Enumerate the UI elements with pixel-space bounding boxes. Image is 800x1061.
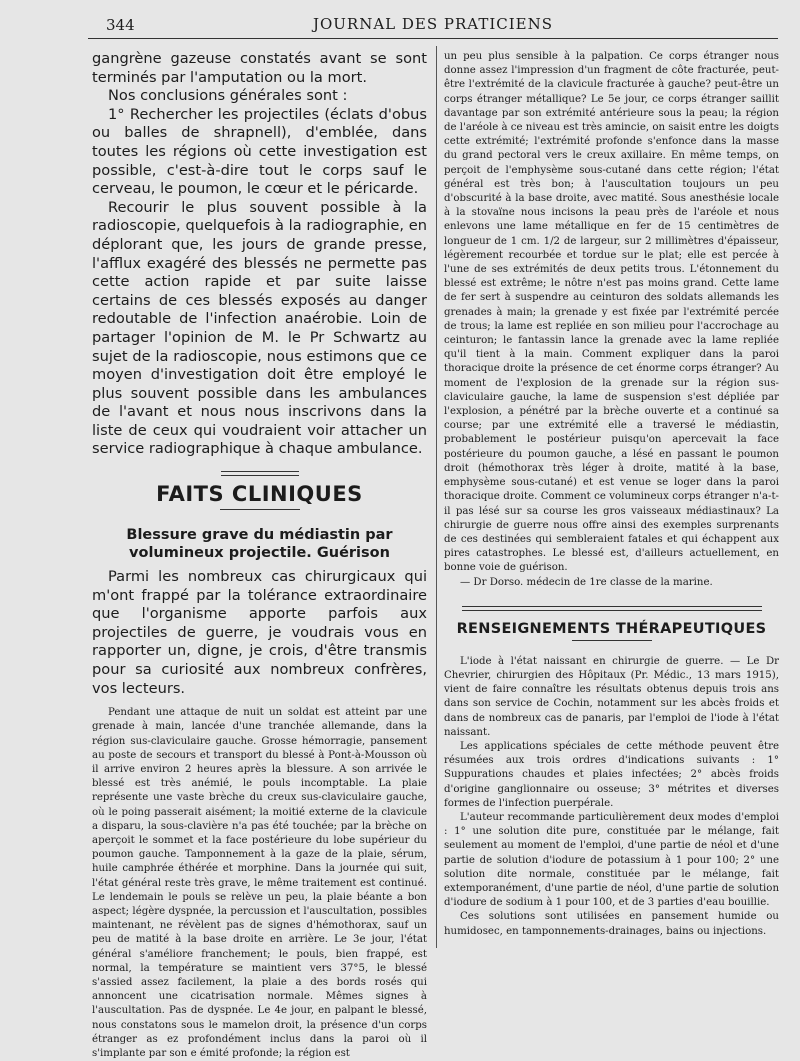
section-title-faits-cliniques	[92, 482, 427, 510]
right-column	[444, 50, 779, 939]
section-divider	[462, 606, 762, 611]
therapy-paragraph: Les applications spéciales de cette méthode peuvent être résumées aux trois ordres d'indications suivants : 1° Suppurations chaudes et plaies infectées; 2° abcès froids d'origine ganglionnaire ou osseuse; 3° métrites et diverses formes de l'infection puerpérale.	[444, 740, 779, 809]
page-number: 344	[106, 16, 135, 34]
case-continuation: un peu plus sensible à la palpation. Ce corps étranger nous donne assez l'impression d'un fragment de côte fracturée, peut-être l'extrémité de la clavicule fracturée à gauche? peut-être un corps étranger métallique? Le 5e jour, ce corps étranger saillit davantage par son extrémité antérieure sous la peau; la région de l'aréole à ce niveau est très amincie, on saisit entre les doigts cette extrémité; l'extrémité profonde s'enfonce dans la masse du grand pectoral vers le creux axillaire. En même temps, on perçoit de l'emphysème sous-cutané dans cette région; l'état général est très bon; à l'auscultation toujours un peu d'obscurité à la base droite, avec matité. Sous anesthésie locale à la stovaïne nous incisons la peau près de l'aréole et nous enlevons une lame métallique en fer de 15 centimètres de longueur de 1 cm. 1/2 de largeur, sur 2 millimètres d'épaisseur, légèrement recourbée et tordue sur le plat; elle est percée à l'une de ses extrémités de deux petits trous. L'étonnement du blessé est extrême; le nôtre n'est pas moins grand. Cette lame de fer sert à suspendre au ceinturon des soldats allemands les grenades à main; la grenade y est fixée par l'extrémité percée de trous; la lame est repliée en son milieu pour l'accrochage au ceinturon; le fantassin lance la grenade avec la lame repliée qu'il tient à la main. Comment expliquer dans la paroi thoracique droite la présence de cet énorme corps étranger? Au moment de l'explosion de la grenade sur la région sus-claviculaire gauche, la lame de suspension s'est dépliée par l'explosion, a pénétré par la brèche ouverte et a continué sa course; par une extrémité elle a traversé le médiastin, probablement le postérieur puisqu'on apercevait la face postérieure du poumon gauche, a lésé en passant le poumon droit (hémothorax très léger à droite, matité à la base, emphysème sous-cutané) et est venue se loger dans la paroi thoracique droite. Comment ce volumineux corps étranger n'a-t-il pas lésé sur sa course les gros vaisseaux médiastinaux? La chirurgie de guerre nous offre ainsi des exemples surprenants de ces destinées qui sembleraient fatales et qui échappent aux pires catastrophes. Le blessé est, d'ailleurs actuellement, en bonne voie de guérison.	[444, 51, 779, 574]
section-title-text: FAITS CLINIQUES	[156, 482, 363, 507]
intro-paragraph: Recourir le plus souvent possible à la radioscopie, quelquefois à la radiographie, en déplorant que, les jours de grande presse, l'afflux exagéré des blessés ne permette pas cette action rapide et par suite laisse certains de ces blessés exposés au danger redoutable de l'infection anaérobie. Loin de partager l'opinion de M. le Pr Schwartz au sujet de la radioscopie, nous estimons que ce moyen d'investigation doit être employé le plus souvent possible dans les ambulances de l'avant et nous nous inscrivons dans la liste de ceux qui voudraient voir attacher un service radiographique à chaque ambulance.	[92, 198, 427, 458]
left-column	[92, 50, 427, 1061]
title-underline	[220, 509, 300, 510]
case-paragraph: Pendant une attaque de nuit un soldat est atteint par une grenade à main, lancée d'une tranchée allemande, dans la région sus-claviculaire gauche. Grosse hémorragie, pansement au poste de secours et transport du blessé à Pont-à-Mousson où il arrive environ 2 heures après la blessure. A son arrivée le blessé est très anémié, le pouls incomptable. La plaie représente une vaste brèche du creux sus-claviculaire gauche, où le poing passerait aisément; la moitié externe de la clavicule a disparu, la sous-clavière n'a pas été touchée; par la brèche on aperçoit le sommet et la face postérieure du lobe supérieur du poumon gauche. Tamponnement à la gaze de la plaie, sérum, huile camphrée éthérée et morphine. Dans la journée qui suit, l'état général reste très grave, le même traitement est continué. Le lendemain le pouls se relève un peu, la plaie béante a bon aspect; légère dyspnée, la percussion et l'auscultation, possibles maintenant, ne révèlent pas de signes d'hémothorax, sauf un peu de matité à la base droite en arrière. Le 3e jour, l'état général s'améliore franchement; le pouls, bien frappé, est normal, la température se maintient vers 37°5, le blessé s'assied assez facilement, la plaie a des bords rosés qui annoncent une cicatrisation normale. Mêmes signes à l'auscultation. Pas de dyspnée. Le 4e jour, en palpant le blessé, nous constatons sous le mamelon droit, la présence d'un corps étranger as ez profondément inclus dans la paroi où il s'implante par son e émité profonde; la région est	[92, 707, 427, 1060]
lead-paragraph: Parmi les nombreux cas chirurgicaux qui m'ont frappé par la tolérance extraordinaire que l'organisme apporte parfois aux projectiles de guerre, je voudrais vous en rapporter un, digne, je crois, d'être transmis pour sa curiosité aux nombreux confrères, vos lecteurs.	[92, 568, 427, 697]
intro-paragraph: 1° Rechercher les projectiles (éclats d'obus ou balles de shrapnell), d'emblée, dans toutes les régions où cette investigation est possible, c'est-à-dire tout le corps sauf le cerveau, le poumon, le cœur et le péricarde.	[92, 105, 427, 198]
therapy-paragraph: L'auteur recommande particulièrement deux modes d'emploi : 1° une solution dite pure, constituée par le mélange, fait seulement au moment de l'emploi, d'une partie de néol et d'une partie de solution d'iodure de potassium à 1 pour 100; 2° une solution dite normale, constituée par le mélange, fait extemporanément, d'une partie de néol, d'une partie de solution d'iodure de sodium à 1 pour 100, et de 3 parties d'eau bouillie.	[444, 811, 779, 909]
spacer	[92, 698, 427, 706]
section-divider	[221, 471, 299, 476]
therapy-paragraph: Ces solutions sont utilisées en pansement humide ou humidosec, en tamponnements-drainages, bains ou injections.	[444, 911, 779, 937]
section-title-text: RENSEIGNEMENTS THÉRAPEUTIQUES	[456, 620, 767, 637]
signature: — Dr Dorso. médecin de 1re classe de la marine.	[460, 576, 713, 588]
page-header	[88, 12, 778, 39]
section-title-therapeutiques	[444, 621, 779, 641]
intro-paragraph: Nos conclusions générales sont :	[108, 87, 348, 105]
journal-title: JOURNAL DES PRATICIENS	[312, 15, 554, 33]
title-underline	[572, 640, 652, 641]
article-title: Blessure grave du médiastin par volumineux projectile. Guérison	[126, 527, 393, 562]
column-divider	[436, 46, 437, 948]
therapy-paragraph: L'iode à l'état naissant en chirurgie de guerre. — Le Dr Chevrier, chirurgien des Hôpitaux (Pr. Médic., 13 mars 1915), vient de faire connaître les résultats obtenus depuis trois ans dans son service de Cochin, notamment sur les abcès froids et dans de nombreux cas de panaris, par l'emploi de l'iode à l'état naissant.	[444, 655, 779, 738]
intro-paragraph: gangrène gazeuse constatés avant se sont terminés par l'amputation ou la mort.	[92, 50, 427, 86]
